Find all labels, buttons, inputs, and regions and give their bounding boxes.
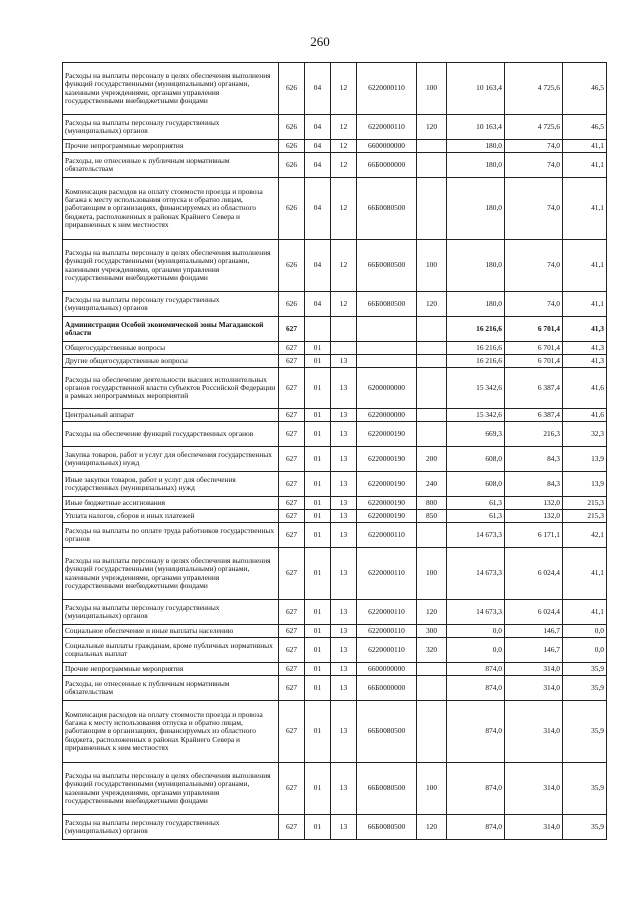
execution-percent-cell: 0,0 (563, 625, 607, 638)
target-article-cell: 66Б0000000 (357, 676, 417, 701)
section-code-cell: 01 (305, 625, 331, 638)
target-article-cell: 6600000000 (357, 140, 417, 153)
ved-code-cell: 626 (279, 63, 305, 115)
actual-amount-cell: 74,0 (505, 178, 563, 240)
subsection-code-cell: 13 (331, 701, 357, 763)
expense-type-cell: 120 (417, 600, 447, 625)
row-name-cell: Прочие непрограммные мероприятия (63, 140, 279, 153)
table-row (63, 447, 607, 472)
row-name-cell: Расходы на выплаты персоналу в целях обеспечения выполнения функций государственными (муниципальными) органами, казенными учреждениями, органами управления государственными внебюджетными фондами (63, 763, 279, 815)
row-name-cell: Расходы, не отнесенные к публичным нормативным обязательствам (63, 153, 279, 178)
execution-percent-cell: 13,9 (563, 472, 607, 497)
target-article-cell: 66Б0080500 (357, 763, 417, 815)
budget-table (62, 62, 607, 840)
actual-amount-cell: 314,0 (505, 676, 563, 701)
target-article-cell: 6220000190 (357, 497, 417, 510)
ved-code-cell: 627 (279, 638, 305, 663)
subsection-code-cell: 13 (331, 368, 357, 409)
ved-code-cell: 627 (279, 676, 305, 701)
expense-type-cell: 240 (417, 472, 447, 497)
section-code-cell: 01 (305, 523, 331, 548)
row-name-cell: Другие общегосударственные вопросы (63, 355, 279, 368)
page-number: 260 (310, 34, 330, 49)
row-name-cell: Расходы, не отнесенные к публичным нормативным обязательствам (63, 676, 279, 701)
ved-code-cell: 627 (279, 355, 305, 368)
expense-type-cell (417, 355, 447, 368)
actual-amount-cell: 6 701,4 (505, 317, 563, 342)
row-name-cell: Закупка товаров, работ и услуг для обеспечения государственных (муниципальных) нужд (63, 447, 279, 472)
row-name-cell: Расходы на выплаты персоналу государственных (муниципальных) органов (63, 115, 279, 140)
section-code-cell: 04 (305, 240, 331, 292)
subsection-code-cell: 13 (331, 763, 357, 815)
table-row (63, 510, 607, 523)
row-name-cell: Расходы на выплаты персоналу государственных (муниципальных) органов (63, 815, 279, 840)
expense-type-cell (417, 368, 447, 409)
table-row (63, 240, 607, 292)
execution-percent-cell: 41,1 (563, 600, 607, 625)
section-code-cell: 01 (305, 368, 331, 409)
expense-type-cell (417, 523, 447, 548)
subsection-code-cell: 13 (331, 638, 357, 663)
expense-type-cell: 120 (417, 815, 447, 840)
expense-type-cell: 100 (417, 240, 447, 292)
row-name-cell: Расходы на выплаты персоналу в целях обеспечения выполнения функций государственными (муниципальными) органами, казенными учреждениями, органами управления государственными внебюджетными фондами (63, 63, 279, 115)
expense-type-cell (417, 422, 447, 447)
execution-percent-cell: 13,9 (563, 447, 607, 472)
section-code-cell: 04 (305, 115, 331, 140)
expense-type-cell: 850 (417, 510, 447, 523)
ved-code-cell: 627 (279, 523, 305, 548)
row-name-cell: Прочие непрограммные мероприятия (63, 663, 279, 676)
ved-code-cell: 627 (279, 510, 305, 523)
actual-amount-cell: 74,0 (505, 240, 563, 292)
expense-type-cell: 100 (417, 763, 447, 815)
expense-type-cell: 800 (417, 497, 447, 510)
execution-percent-cell: 42,1 (563, 523, 607, 548)
subsection-code-cell (331, 342, 357, 355)
subsection-code-cell: 13 (331, 548, 357, 600)
ved-code-cell: 627 (279, 342, 305, 355)
expense-type-cell: 300 (417, 625, 447, 638)
subsection-code-cell: 13 (331, 422, 357, 447)
table-row (63, 763, 607, 815)
row-name-cell: Иные закупки товаров, работ и услуг для обеспечения государственных (муниципальных) нужд (63, 472, 279, 497)
target-article-cell: 6220000110 (357, 548, 417, 600)
section-code-cell: 01 (305, 663, 331, 676)
table-row (63, 600, 607, 625)
section-code-cell: 01 (305, 600, 331, 625)
section-code-cell: 01 (305, 510, 331, 523)
expense-type-cell (417, 676, 447, 701)
plan-amount-cell: 180,0 (447, 153, 505, 178)
expense-type-cell (417, 178, 447, 240)
plan-amount-cell: 61,3 (447, 510, 505, 523)
section-code-cell: 04 (305, 292, 331, 317)
subsection-code-cell: 13 (331, 815, 357, 840)
target-article-cell: 6200000000 (357, 368, 417, 409)
table-row (63, 676, 607, 701)
subsection-code-cell: 12 (331, 140, 357, 153)
actual-amount-cell: 314,0 (505, 663, 563, 676)
row-name-cell: Социальное обеспечение и иные выплаты населению (63, 625, 279, 638)
subsection-code-cell: 13 (331, 510, 357, 523)
table-row (63, 548, 607, 600)
actual-amount-cell: 74,0 (505, 140, 563, 153)
subsection-code-cell: 13 (331, 409, 357, 422)
ved-code-cell: 627 (279, 663, 305, 676)
ved-code-cell: 626 (279, 292, 305, 317)
execution-percent-cell: 41,3 (563, 342, 607, 355)
table-row (63, 638, 607, 663)
plan-amount-cell: 0,0 (447, 625, 505, 638)
subsection-code-cell: 12 (331, 153, 357, 178)
actual-amount-cell: 314,0 (505, 701, 563, 763)
actual-amount-cell: 6 024,4 (505, 600, 563, 625)
table-row (63, 140, 607, 153)
actual-amount-cell: 6 701,4 (505, 355, 563, 368)
execution-percent-cell: 46,5 (563, 115, 607, 140)
plan-amount-cell: 15 342,6 (447, 409, 505, 422)
plan-amount-cell: 608,0 (447, 447, 505, 472)
plan-amount-cell: 10 163,4 (447, 63, 505, 115)
table-row (63, 178, 607, 240)
actual-amount-cell: 84,3 (505, 472, 563, 497)
ved-code-cell: 627 (279, 368, 305, 409)
subsection-code-cell: 12 (331, 115, 357, 140)
table-row (63, 523, 607, 548)
expense-type-cell (417, 409, 447, 422)
plan-amount-cell: 874,0 (447, 701, 505, 763)
row-name-cell: Расходы на обеспечение деятельности высших исполнительных органов государственной власти субъектов Российской Федерации в рамках непрограммных мероприятий (63, 368, 279, 409)
subsection-code-cell: 13 (331, 497, 357, 510)
ved-code-cell: 627 (279, 317, 305, 342)
table-row (63, 663, 607, 676)
plan-amount-cell: 15 342,6 (447, 368, 505, 409)
row-name-cell: Уплата налогов, сборов и иных платежей (63, 510, 279, 523)
section-code-cell: 01 (305, 355, 331, 368)
target-article-cell (357, 355, 417, 368)
expense-type-cell: 100 (417, 63, 447, 115)
expense-type-cell (417, 153, 447, 178)
table-row (63, 409, 607, 422)
actual-amount-cell: 6 701,4 (505, 342, 563, 355)
target-article-cell: 6220000190 (357, 472, 417, 497)
target-article-cell: 6220000190 (357, 447, 417, 472)
table-row (63, 625, 607, 638)
plan-amount-cell: 14 673,3 (447, 548, 505, 600)
execution-percent-cell: 41,1 (563, 178, 607, 240)
section-code-cell: 01 (305, 815, 331, 840)
row-name-cell: Расходы на обеспечение функций государственных органов (63, 422, 279, 447)
ved-code-cell: 627 (279, 701, 305, 763)
actual-amount-cell: 6 171,1 (505, 523, 563, 548)
table-row (63, 153, 607, 178)
section-code-cell: 04 (305, 140, 331, 153)
subsection-code-cell: 12 (331, 178, 357, 240)
execution-percent-cell: 215,3 (563, 497, 607, 510)
section-code-cell: 01 (305, 472, 331, 497)
section-code-cell: 01 (305, 638, 331, 663)
ved-code-cell: 627 (279, 763, 305, 815)
execution-percent-cell: 35,9 (563, 763, 607, 815)
subsection-code-cell: 13 (331, 600, 357, 625)
table-row (63, 292, 607, 317)
subsection-code-cell: 12 (331, 240, 357, 292)
execution-percent-cell: 0,0 (563, 638, 607, 663)
plan-amount-cell: 874,0 (447, 663, 505, 676)
actual-amount-cell: 84,3 (505, 447, 563, 472)
subsection-code-cell: 13 (331, 663, 357, 676)
row-name-cell: Социальные выплаты гражданам, кроме публичных нормативных социальных выплат (63, 638, 279, 663)
table-row (63, 115, 607, 140)
actual-amount-cell: 216,3 (505, 422, 563, 447)
row-name-cell: Расходы на выплаты персоналу в целях обеспечения выполнения функций государственными (муниципальными) органами, казенными учреждениями, органами управления государственными внебюджетными фондами (63, 548, 279, 600)
target-article-cell: 66Б0080500 (357, 240, 417, 292)
plan-amount-cell: 874,0 (447, 763, 505, 815)
subsection-code-cell (331, 317, 357, 342)
subsection-code-cell: 13 (331, 676, 357, 701)
plan-amount-cell: 16 216,6 (447, 317, 505, 342)
target-article-cell: 66Б0080500 (357, 178, 417, 240)
subsection-code-cell: 13 (331, 523, 357, 548)
target-article-cell: 6220000110 (357, 115, 417, 140)
plan-amount-cell: 16 216,6 (447, 342, 505, 355)
target-article-cell: 6600000000 (357, 663, 417, 676)
execution-percent-cell: 41,1 (563, 292, 607, 317)
table-row (63, 422, 607, 447)
target-article-cell: 6220000110 (357, 523, 417, 548)
execution-percent-cell: 46,5 (563, 63, 607, 115)
ved-code-cell: 627 (279, 447, 305, 472)
table-row (63, 317, 607, 342)
ved-code-cell: 626 (279, 178, 305, 240)
ved-code-cell: 627 (279, 548, 305, 600)
actual-amount-cell: 74,0 (505, 153, 563, 178)
plan-amount-cell: 669,3 (447, 422, 505, 447)
execution-percent-cell: 32,3 (563, 422, 607, 447)
table-row (63, 355, 607, 368)
subsection-code-cell: 13 (331, 355, 357, 368)
target-article-cell: 66Б0080500 (357, 815, 417, 840)
section-code-cell: 01 (305, 701, 331, 763)
row-name-cell: Расходы на выплаты по оплате труда работников государственных органов (63, 523, 279, 548)
ved-code-cell: 627 (279, 600, 305, 625)
plan-amount-cell: 61,3 (447, 497, 505, 510)
execution-percent-cell: 215,3 (563, 510, 607, 523)
section-code-cell: 01 (305, 409, 331, 422)
execution-percent-cell: 41,6 (563, 368, 607, 409)
execution-percent-cell: 35,9 (563, 701, 607, 763)
ved-code-cell: 626 (279, 115, 305, 140)
row-name-cell: Иные бюджетные ассигнования (63, 497, 279, 510)
execution-percent-cell: 41,1 (563, 140, 607, 153)
target-article-cell (357, 317, 417, 342)
plan-amount-cell: 180,0 (447, 178, 505, 240)
section-code-cell (305, 317, 331, 342)
actual-amount-cell: 146,7 (505, 638, 563, 663)
plan-amount-cell: 180,0 (447, 140, 505, 153)
execution-percent-cell: 41,1 (563, 548, 607, 600)
ved-code-cell: 627 (279, 422, 305, 447)
plan-amount-cell: 608,0 (447, 472, 505, 497)
expense-type-cell: 100 (417, 548, 447, 600)
target-article-cell: 6220000110 (357, 638, 417, 663)
plan-amount-cell: 14 673,3 (447, 523, 505, 548)
plan-amount-cell: 14 673,3 (447, 600, 505, 625)
row-name-cell: Общегосударственные вопросы (63, 342, 279, 355)
table-row (63, 497, 607, 510)
target-article-cell: 6220000000 (357, 409, 417, 422)
target-article-cell: 6220000110 (357, 625, 417, 638)
actual-amount-cell: 6 387,4 (505, 368, 563, 409)
expense-type-cell: 320 (417, 638, 447, 663)
execution-percent-cell: 35,9 (563, 676, 607, 701)
target-article-cell (357, 342, 417, 355)
subsection-code-cell: 13 (331, 472, 357, 497)
actual-amount-cell: 4 725,6 (505, 63, 563, 115)
target-article-cell: 66Б0000000 (357, 153, 417, 178)
section-code-cell: 01 (305, 422, 331, 447)
ved-code-cell: 627 (279, 815, 305, 840)
expense-type-cell: 120 (417, 292, 447, 317)
ved-code-cell: 626 (279, 240, 305, 292)
expense-type-cell (417, 140, 447, 153)
plan-amount-cell: 180,0 (447, 240, 505, 292)
row-name-cell: Расходы на выплаты персоналу государственных (муниципальных) органов (63, 600, 279, 625)
execution-percent-cell: 41,3 (563, 355, 607, 368)
execution-percent-cell: 35,9 (563, 815, 607, 840)
expense-type-cell (417, 342, 447, 355)
section-code-cell: 01 (305, 497, 331, 510)
section-code-cell: 01 (305, 548, 331, 600)
table-row (63, 701, 607, 763)
plan-amount-cell: 874,0 (447, 676, 505, 701)
execution-percent-cell: 41,6 (563, 409, 607, 422)
target-article-cell: 6220000110 (357, 600, 417, 625)
row-name-cell: Компенсация расходов на оплату стоимости проезда и провоза багажа к месту использования отпуска и обратно лицам, работающим в организациях, финансируемых из областного бюджета, расположенных в районах Крайнего Севера и приравненных к ним местностях (63, 701, 279, 763)
row-name-cell: Центральный аппарат (63, 409, 279, 422)
row-name-cell: Компенсация расходов на оплату стоимости проезда и провоза багажа к месту использования отпуска и обратно лицам, работающим в организациях, финансируемых из областного бюджета, расположенных в районах Крайнего Севера и приравненных к ним местностях (63, 178, 279, 240)
budget-table-body (63, 63, 607, 840)
row-name-cell: Расходы на выплаты персоналу в целях обеспечения выполнения функций государственными (муниципальными) органами, казенными учреждениями, органами управления государственными внебюджетными фондами (63, 240, 279, 292)
actual-amount-cell: 132,0 (505, 497, 563, 510)
plan-amount-cell: 16 216,6 (447, 355, 505, 368)
ved-code-cell: 627 (279, 409, 305, 422)
actual-amount-cell: 146,7 (505, 625, 563, 638)
subsection-code-cell: 13 (331, 625, 357, 638)
table-row (63, 472, 607, 497)
expense-type-cell (417, 317, 447, 342)
actual-amount-cell: 132,0 (505, 510, 563, 523)
row-name-cell: Расходы на выплаты персоналу государственных (муниципальных) органов (63, 292, 279, 317)
section-code-cell: 04 (305, 178, 331, 240)
target-article-cell: 66Б0080500 (357, 701, 417, 763)
section-code-cell: 01 (305, 676, 331, 701)
actual-amount-cell: 314,0 (505, 763, 563, 815)
actual-amount-cell: 6 024,4 (505, 548, 563, 600)
expense-type-cell (417, 663, 447, 676)
expense-type-cell: 200 (417, 447, 447, 472)
section-code-cell: 01 (305, 342, 331, 355)
ved-code-cell: 626 (279, 140, 305, 153)
ved-code-cell: 627 (279, 497, 305, 510)
actual-amount-cell: 314,0 (505, 815, 563, 840)
expense-type-cell (417, 701, 447, 763)
subsection-code-cell: 13 (331, 447, 357, 472)
actual-amount-cell: 74,0 (505, 292, 563, 317)
execution-percent-cell: 41,1 (563, 153, 607, 178)
ved-code-cell: 627 (279, 625, 305, 638)
plan-amount-cell: 10 163,4 (447, 115, 505, 140)
ved-code-cell: 626 (279, 153, 305, 178)
table-row (63, 815, 607, 840)
plan-amount-cell: 180,0 (447, 292, 505, 317)
ved-code-cell: 627 (279, 472, 305, 497)
plan-amount-cell: 874,0 (447, 815, 505, 840)
table-row (63, 63, 607, 115)
target-article-cell: 66Б0080500 (357, 292, 417, 317)
table-row (63, 342, 607, 355)
execution-percent-cell: 41,1 (563, 240, 607, 292)
section-code-cell: 04 (305, 63, 331, 115)
actual-amount-cell: 6 387,4 (505, 409, 563, 422)
target-article-cell: 6220000190 (357, 510, 417, 523)
target-article-cell: 6220000190 (357, 422, 417, 447)
actual-amount-cell: 4 725,6 (505, 115, 563, 140)
subsection-code-cell: 12 (331, 292, 357, 317)
plan-amount-cell: 0,0 (447, 638, 505, 663)
subsection-code-cell: 12 (331, 63, 357, 115)
table-row (63, 368, 607, 409)
execution-percent-cell: 41,3 (563, 317, 607, 342)
execution-percent-cell: 35,9 (563, 663, 607, 676)
section-code-cell: 01 (305, 447, 331, 472)
section-code-cell: 04 (305, 153, 331, 178)
section-code-cell: 01 (305, 763, 331, 815)
target-article-cell: 6220000110 (357, 63, 417, 115)
row-name-cell: Администрация Особой экономической зоны Магаданской области (63, 317, 279, 342)
expense-type-cell: 120 (417, 115, 447, 140)
